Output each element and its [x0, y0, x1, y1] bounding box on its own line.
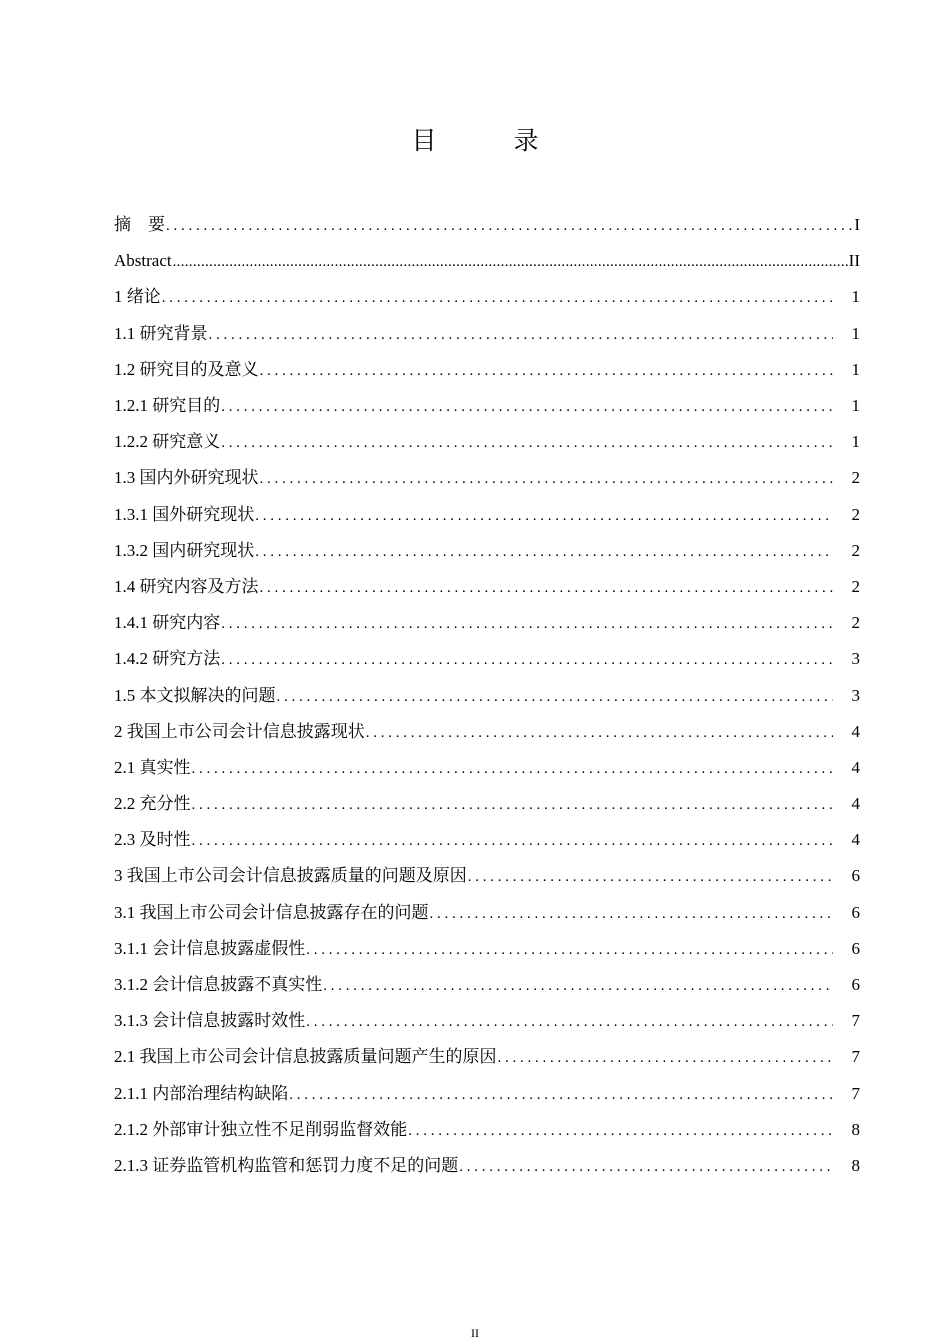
toc-entry-label: 3.1.3 会计信息披露时效性: [114, 1011, 306, 1031]
toc-entry[interactable]: [114, 1003, 860, 1039]
toc-entry-label: 3.1 我国上市公司会计信息披露存在的问题: [114, 902, 429, 922]
toc-entry-page: 2: [851, 504, 860, 524]
toc-entry[interactable]: [114, 460, 860, 496]
toc-entry[interactable]: [114, 243, 860, 279]
toc-dot-leader: [192, 831, 834, 851]
toc-entry[interactable]: [114, 931, 860, 967]
toc-entry-page: 1: [851, 432, 860, 452]
toc-dot-leader: [430, 904, 834, 924]
toc-entry-label: 1.2 研究目的及意义: [114, 359, 259, 379]
toc-entry-label: 2.1 我国上市公司会计信息披露质量问题产生的原因: [114, 1047, 497, 1067]
toc-entry[interactable]: [114, 1076, 860, 1112]
toc-entry-label: 摘 要: [114, 215, 165, 235]
toc-dot-leader: [277, 687, 834, 707]
toc-entry[interactable]: [114, 497, 860, 533]
toc-entry-page: 8: [851, 1119, 860, 1139]
toc-entry[interactable]: [114, 424, 860, 460]
toc-dot-leader: [260, 469, 834, 489]
toc-entry-label: 3.1.1 会计信息披露虚假性: [114, 938, 306, 958]
page-title: 目 录: [411, 128, 565, 155]
toc-entry-label: 2.3 及时性: [114, 830, 191, 850]
toc-entry-page: 1: [851, 287, 860, 307]
toc-entry[interactable]: [114, 641, 860, 677]
toc-entry-page: 2: [851, 613, 860, 633]
toc-entry[interactable]: [114, 895, 860, 931]
toc-entry[interactable]: [114, 714, 860, 750]
toc-entry-page: 4: [851, 830, 860, 850]
toc-dot-leader: [221, 614, 833, 634]
toc-entry-page: 6: [851, 902, 860, 922]
toc-entry-page: 2: [851, 540, 860, 560]
toc-entry-label: 1.4.1 研究内容: [114, 613, 221, 633]
toc-entry-label: 2 我国上市公司会计信息披露现状: [114, 721, 365, 741]
toc-entry-label: 2.1.1 内部治理结构缺陷: [114, 1083, 289, 1103]
toc-dot-leader: [289, 1085, 833, 1105]
toc-dot-leader: [209, 325, 834, 345]
toc-entry[interactable]: [114, 279, 860, 315]
toc-entry[interactable]: [114, 388, 860, 424]
toc-entry-page: 3: [851, 685, 860, 705]
toc-entry-page: 6: [851, 866, 860, 886]
toc-entry[interactable]: [114, 207, 860, 243]
table-of-contents: [114, 207, 860, 1184]
toc-entry[interactable]: [114, 822, 860, 858]
toc-dot-leader: [221, 397, 833, 417]
toc-dot-leader: [162, 288, 833, 308]
toc-dot-leader: [221, 433, 833, 453]
toc-entry[interactable]: [114, 569, 860, 605]
toc-entry-label: 1 绪论: [114, 287, 161, 307]
toc-entry[interactable]: [114, 967, 860, 1003]
toc-entry-page: II: [848, 251, 860, 271]
toc-dot-leader: [255, 506, 833, 526]
toc-dot-leader: [255, 542, 833, 562]
toc-entry[interactable]: [114, 316, 860, 352]
toc-entry-page: 1: [851, 323, 860, 343]
toc-entry[interactable]: [114, 858, 860, 894]
toc-entry-label: 1.1 研究背景: [114, 323, 208, 343]
toc-entry[interactable]: [114, 1112, 860, 1148]
toc-entry-label: 1.3 国内外研究现状: [114, 468, 259, 488]
toc-entry[interactable]: [114, 677, 860, 713]
toc-dot-leader: [166, 216, 853, 236]
toc-entry-page: 2: [851, 468, 860, 488]
toc-entry-label: Abstract: [114, 251, 172, 271]
toc-dot-leader: [306, 940, 833, 960]
toc-entry-label: 2.2 充分性: [114, 794, 191, 814]
toc-entry-page: 6: [851, 975, 860, 995]
toc-entry[interactable]: [114, 352, 860, 388]
toc-entry-label: 3 我国上市公司会计信息披露质量的问题及原因: [114, 866, 467, 886]
toc-entry-page: 1: [851, 396, 860, 416]
toc-entry-page: 2: [851, 576, 860, 596]
toc-entry-label: 1.4.2 研究方法: [114, 649, 221, 669]
toc-entry-page: 6: [851, 938, 860, 958]
toc-dot-leader: [323, 976, 833, 996]
toc-dot-leader: [221, 650, 833, 670]
toc-dot-leader: [366, 723, 833, 743]
toc-entry[interactable]: [114, 1148, 860, 1184]
toc-entry-label: 1.2.2 研究意义: [114, 432, 221, 452]
toc-entry-label: 1.2.1 研究目的: [114, 396, 221, 416]
toc-entry-label: 3.1.2 会计信息披露不真实性: [114, 975, 323, 995]
page-number: II: [471, 1326, 479, 1340]
toc-dot-leader: [173, 252, 848, 272]
toc-entry-page: 7: [851, 1047, 860, 1067]
toc-entry-page: 1: [851, 359, 860, 379]
toc-entry-page: 8: [851, 1155, 860, 1175]
toc-entry-page: 3: [851, 649, 860, 669]
toc-entry[interactable]: [114, 1039, 860, 1075]
toc-entry-label: 2.1 真实性: [114, 757, 191, 777]
toc-dot-leader: [306, 1012, 833, 1032]
toc-entry[interactable]: [114, 750, 860, 786]
toc-entry-page: 4: [851, 721, 860, 741]
toc-entry-label: 1.5 本文拟解决的问题: [114, 685, 276, 705]
toc-dot-leader: [498, 1048, 834, 1068]
toc-dot-leader: [408, 1121, 833, 1141]
toc-dot-leader: [468, 867, 833, 887]
toc-dot-leader: [260, 361, 834, 381]
toc-entry-page: 7: [851, 1083, 860, 1103]
toc-dot-leader: [260, 578, 834, 598]
toc-entry-label: 1.3.2 国内研究现状: [114, 540, 255, 560]
toc-entry[interactable]: [114, 786, 860, 822]
toc-entry-label: 1.3.1 国外研究现状: [114, 504, 255, 524]
toc-entry-label: 1.4 研究内容及方法: [114, 576, 259, 596]
toc-entry-page: 7: [851, 1011, 860, 1031]
toc-entry[interactable]: [114, 605, 860, 641]
toc-entry-page: 4: [851, 757, 860, 777]
toc-dot-leader: [192, 795, 834, 815]
toc-entry-page: 4: [851, 794, 860, 814]
toc-entry-page: I: [854, 215, 860, 235]
toc-entry-label: 2.1.2 外部审计独立性不足削弱监督效能: [114, 1119, 408, 1139]
toc-entry[interactable]: [114, 533, 860, 569]
toc-dot-leader: [192, 759, 834, 779]
toc-dot-leader: [459, 1157, 833, 1177]
toc-entry-label: 2.1.3 证券监管机构监管和惩罚力度不足的问题: [114, 1155, 459, 1175]
